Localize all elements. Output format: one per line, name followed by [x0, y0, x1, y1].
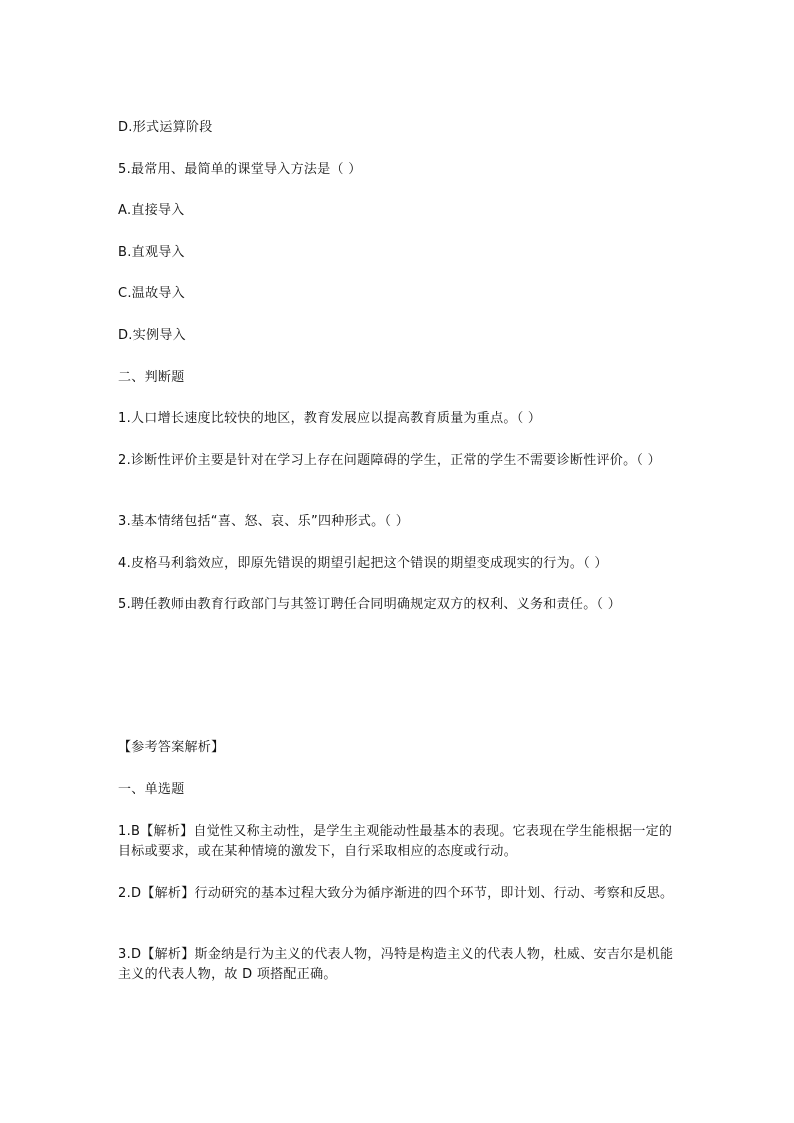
answers-section-heading: 一、单选题 [118, 782, 185, 797]
option-c: C.温故导入 [118, 286, 186, 301]
judgment-item-2: 2.诊断性评价主要是针对在学习上存在问题障碍的学生，正常的学生不需要诊断性评价。（ ） [118, 453, 661, 468]
option-b: B.直观导入 [118, 245, 185, 260]
option-a: A.直接导入 [118, 203, 185, 218]
answer-item-2: 2.D【解析】行动研究的基本过程大致分为循序渐进的四个环节，即计划、行动、考察和反思。 [118, 886, 674, 901]
question-5: 5.最常用、最简单的课堂导入方法是（ ） [118, 162, 362, 177]
judgment-item-4: 4.皮格马利翁效应，即原先错误的期望引起把这个错误的期望变成现实的行为。（ ） [118, 556, 608, 571]
answer-item-1: 1.B【解析】自觉性又称主动性，是学生主观能动性最基本的表现。它表现在学生能根据一定的目标或要求，或在某种情境的激发下，自行采取相应的态度或行动。 [118, 824, 673, 859]
judgment-item-3: 3.基本情绪包括“喜、怒、哀、乐”四种形式。（ ） [118, 514, 410, 529]
option-d-text: D.形式运算阶段 [118, 120, 213, 135]
option-d: D.实例导入 [118, 328, 186, 343]
answer-item-3: 3.D【解析】斯金纳是行为主义的代表人物，冯特是构造主义的代表人物，杜威、安吉尔是机能主义的代表人物，故 D 项搭配正确。 [118, 947, 674, 982]
judgment-heading: 二、判断题 [118, 370, 185, 385]
judgment-item-5: 5.聘任教师由教育行政部门与其签订聘任合同明确规定双方的权利、义务和责任。（ ） [118, 597, 622, 612]
answers-heading: 【参考答案解析】 [118, 740, 225, 755]
judgment-item-1: 1.人口增长速度比较快的地区，教育发展应以提高教育质量为重点。（ ） [118, 411, 542, 426]
